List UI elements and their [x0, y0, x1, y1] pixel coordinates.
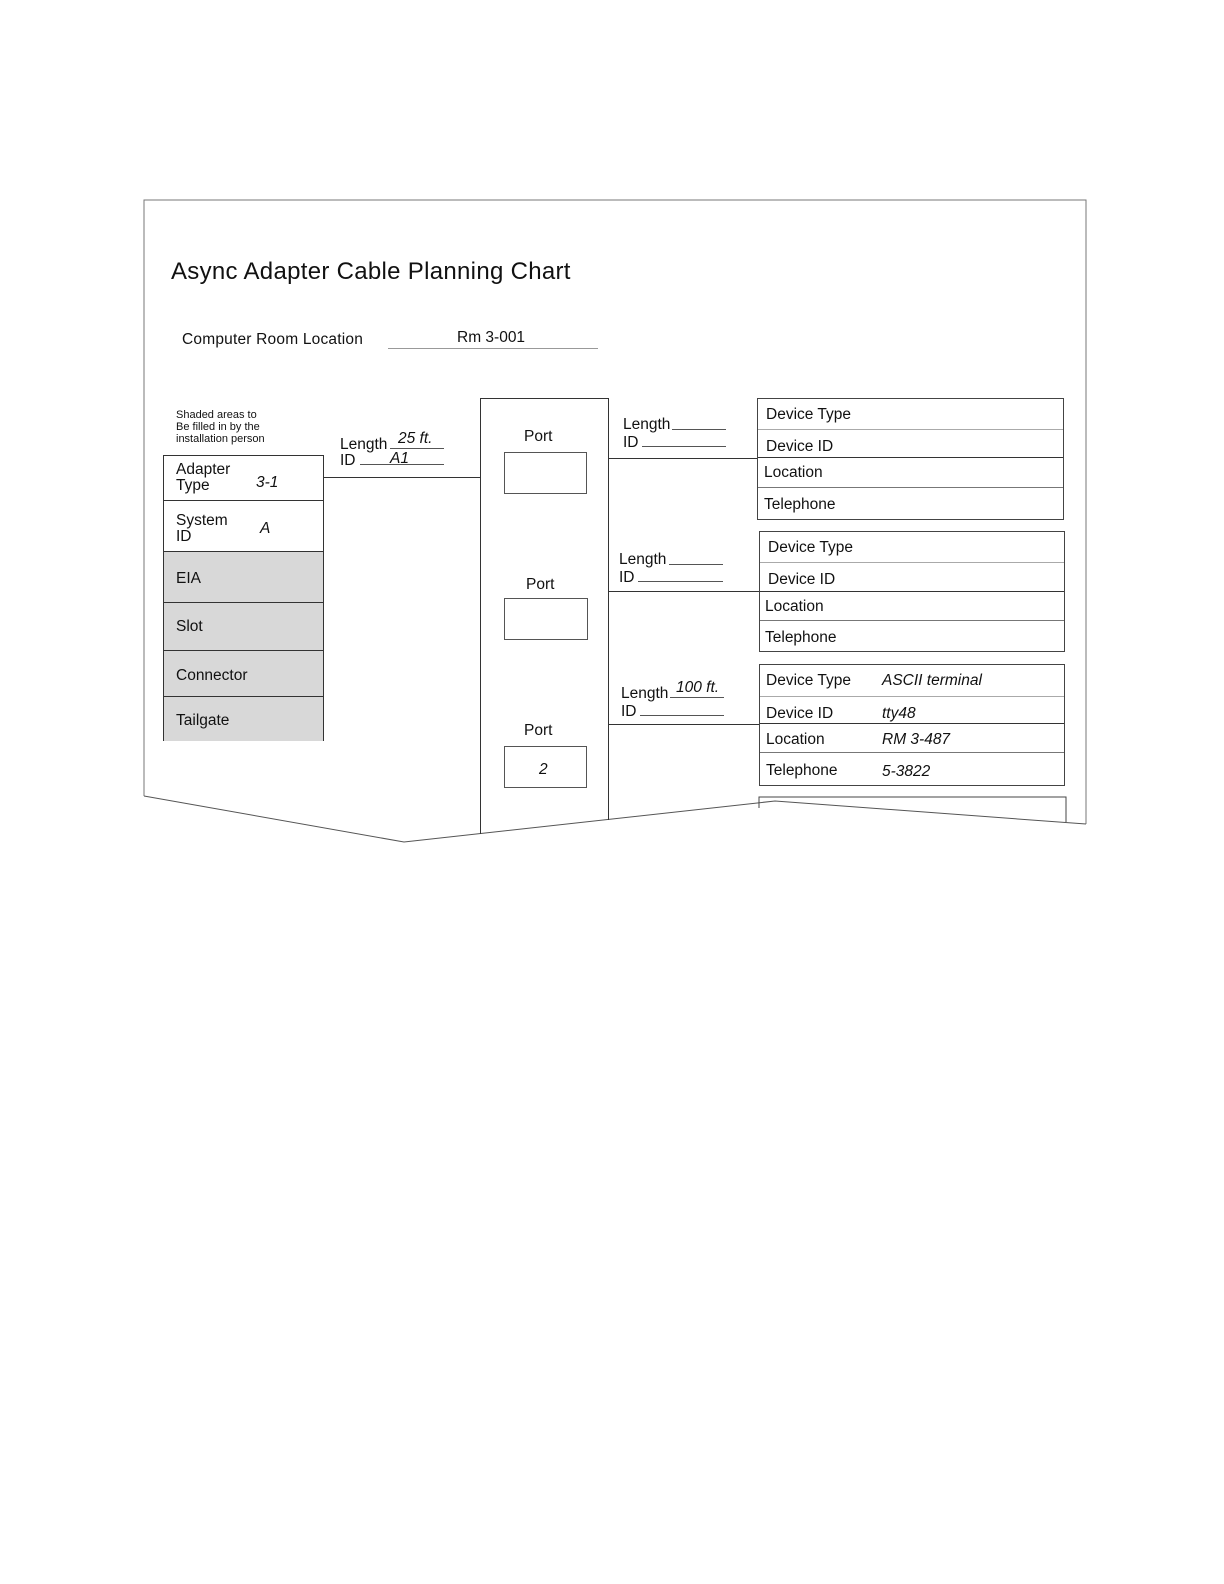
system-id-label-2: ID	[176, 528, 192, 545]
device-location-value: RM 3-487	[882, 731, 951, 748]
device-cable-id-label: ID	[621, 703, 637, 720]
eia-label: EIA	[176, 570, 201, 587]
adapter-type-label: Adapter	[176, 461, 231, 478]
port-label: Port	[524, 722, 553, 739]
adapter-cable-length-value: 25 ft.	[398, 430, 433, 447]
location-value: Rm 3-001	[457, 329, 526, 346]
device-telephone-label: Telephone	[766, 762, 838, 779]
tailgate-label: Tailgate	[176, 712, 230, 729]
device-id-label: Device ID	[766, 438, 834, 455]
device-type-label: Device Type	[766, 406, 852, 423]
device-type-label: Device Type	[766, 672, 852, 689]
shaded-note-line: installation person	[176, 433, 265, 445]
adapter-cable-id-value: A1	[390, 450, 409, 467]
device-location-label: Location	[765, 598, 824, 615]
connector-label: Connector	[176, 667, 248, 684]
shaded-note-line: Be filled in by the	[176, 421, 260, 433]
device-cable-length-label: Length	[619, 551, 667, 568]
system-id-value: A	[260, 520, 271, 537]
device-cable-length-value: 100 ft.	[676, 679, 720, 696]
device-cable-id-label: ID	[619, 569, 635, 586]
adapter-cable-length-label: Length	[340, 436, 388, 453]
device-telephone-label: Telephone	[764, 496, 836, 513]
device-type-label: Device Type	[768, 539, 854, 556]
slot-label: Slot	[176, 618, 203, 635]
system-id-label: System	[176, 512, 228, 529]
device-cable-id-label: ID	[623, 434, 639, 451]
device-id-label: Device ID	[768, 571, 836, 588]
adapter-type-value: 3-1	[256, 474, 279, 491]
device-cable-length-label: Length	[623, 416, 671, 433]
device-type-value: ASCII terminal	[882, 672, 982, 689]
device-telephone-value: 5-3822	[882, 763, 931, 780]
device-location-label: Location	[766, 731, 825, 748]
device-telephone-label: Telephone	[765, 629, 837, 646]
device-cable-length-label: Length	[621, 685, 669, 702]
port-value: 2	[539, 761, 548, 778]
device-id-label: Device ID	[766, 705, 834, 722]
page-title: Async Adapter Cable Planning Chart	[171, 258, 571, 285]
device-id-value: tty48	[882, 705, 916, 722]
location-label: Computer Room Location	[182, 331, 364, 348]
shaded-note-line: Shaded areas to	[176, 409, 257, 421]
device-location-label: Location	[764, 464, 823, 481]
adapter-cable-id-label: ID	[340, 452, 356, 469]
port-label: Port	[524, 428, 553, 445]
adapter-type-label-2: Type	[176, 477, 210, 494]
port-label: Port	[526, 576, 555, 593]
